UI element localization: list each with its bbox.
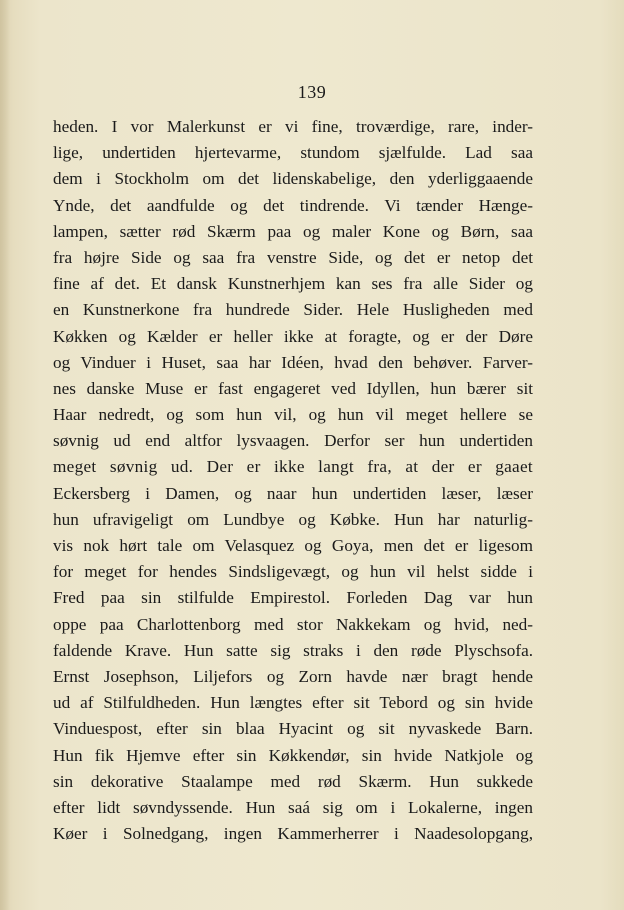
text-line-3: dem i Stockholm om det lidenskabelige, den yderliggaaende <box>53 169 533 189</box>
text-line-25: Hun fik Hjemve efter sin Køkkendør, sin hvide Natkjole og <box>53 745 533 765</box>
text-line-24: Vinduespost, efter sin blaa Hyacint og sit nyvaskede Barn. <box>53 719 533 739</box>
text-line-27: efter lidt søvndyssende. Hun saá sig om i Lokalerne, ingen <box>53 797 533 817</box>
text-line-8: en Kunstnerkone fra hundrede Sider. Hele Husligheden med <box>53 300 533 320</box>
text-line-11: nes danske Muse er fast engageret ved Idyllen, hun bærer sit <box>53 378 533 398</box>
text-line-17: vis nok hørt tale om Velasquez og Goya, men det er ligesom <box>53 536 533 555</box>
text-line-20: oppe paa Charlottenborg med stor Nakkekam og hvid, ned- <box>53 614 533 634</box>
text-line-7: fine af det. Et dansk Kunstnerhjem kan ses fra alle Sider og <box>53 274 533 294</box>
text-line-6: fra højre Side og saa fra venstre Side, og det er netop det <box>53 247 533 267</box>
text-line-13: søvnig ud end altfor lysvaagen. Derfor ser hun undertiden <box>53 431 533 451</box>
text-line-10: og Vinduer i Huset, saa har Idéen, hvad den behøver. Farver- <box>53 352 533 372</box>
text-line-19: Fred paa sin stilfulde Empirestol. Forleden Dag var hun <box>53 588 533 608</box>
text-line-4: Ynde, det aandfulde og det tindrende. Vi tænder Hænge- <box>53 195 533 215</box>
text-line-1: heden. I vor Malerkunst er vi fine, troværdige, rare, inder- <box>53 117 533 136</box>
text-line-28: Køer i Solnedgang, ingen Kammerherrer i Naadesolopgang, <box>53 824 533 844</box>
text-line-12: Haar nedredt, og som hun vil, og hun vil meget hellere se <box>53 405 533 425</box>
text-line-9: Køkken og Kælder er heller ikke at foragte, og er der Døre <box>53 326 533 346</box>
text-line-15: Eckersberg i Damen, og naar hun undertiden læser, læser <box>53 483 533 503</box>
text-line-26: sin dekorative Staalampe med rød Skærm. Hun sukkede <box>53 771 533 791</box>
page-number: 139 <box>297 82 327 102</box>
text-line-21: faldende Krave. Hun satte sig straks i den røde Plyschsofa. <box>53 640 533 660</box>
page-gutter-shadow <box>0 0 10 910</box>
text-line-2: lige, undertiden hjertevarme, stundom sjælfulde. Lad saa <box>53 143 533 163</box>
text-line-16: hun ufravigeligt om Lundbye og Købke. Hun har naturlig- <box>53 509 533 529</box>
text-line-14: meget søvnig ud. Der er ikke langt fra, at der er gaaet <box>53 457 533 477</box>
text-line-22: Ernst Josephson, Liljefors og Zorn havde nær bragt hende <box>53 666 533 686</box>
text-line-23: ud af Stilfuldheden. Hun længtes efter sit Tebord og sin hvide <box>53 693 533 713</box>
body-text <box>53 114 533 847</box>
text-line-5: lampen, sætter rød Skærm paa og maler Kone og Børn, saa <box>53 221 533 241</box>
text-line-18: for meget for hendes Sindsligevægt, og hun vil helst sidde i <box>53 562 533 582</box>
